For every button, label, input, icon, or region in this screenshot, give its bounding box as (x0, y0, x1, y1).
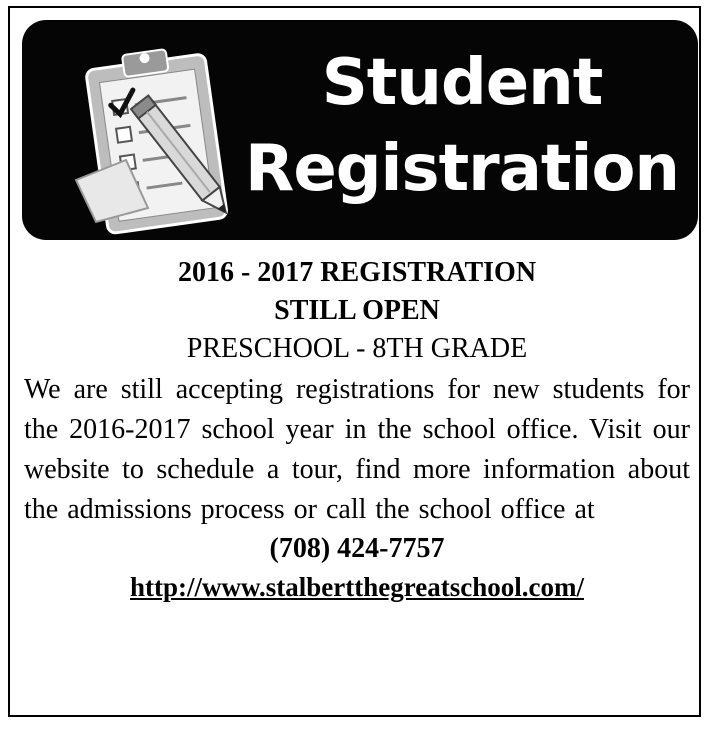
registration-ad (8, 6, 701, 717)
ad-content (24, 254, 690, 606)
headline-years: 2016 - 2017 REGISTRATION (177, 257, 537, 288)
website-link[interactable]: http://www.stalbertthegreatschool.com/ (130, 572, 584, 602)
banner-title-line1: Student (321, 46, 603, 120)
grade-range: PRESCHOOL - 8TH GRADE (186, 333, 528, 364)
banner-title (242, 40, 682, 212)
body-paragraph: We are still accepting registrations for new students for the 2016-2017 school year in the school office. Visit our website to schedule a tour, find more information about the admissions process or call the school office at (24, 374, 690, 525)
banner (22, 20, 698, 240)
clipboard-icon (56, 40, 246, 240)
banner-title-line2: Registration (245, 132, 679, 206)
phone-number: (708) 424-7757 (269, 533, 445, 564)
headline-status: STILL OPEN (274, 295, 440, 326)
